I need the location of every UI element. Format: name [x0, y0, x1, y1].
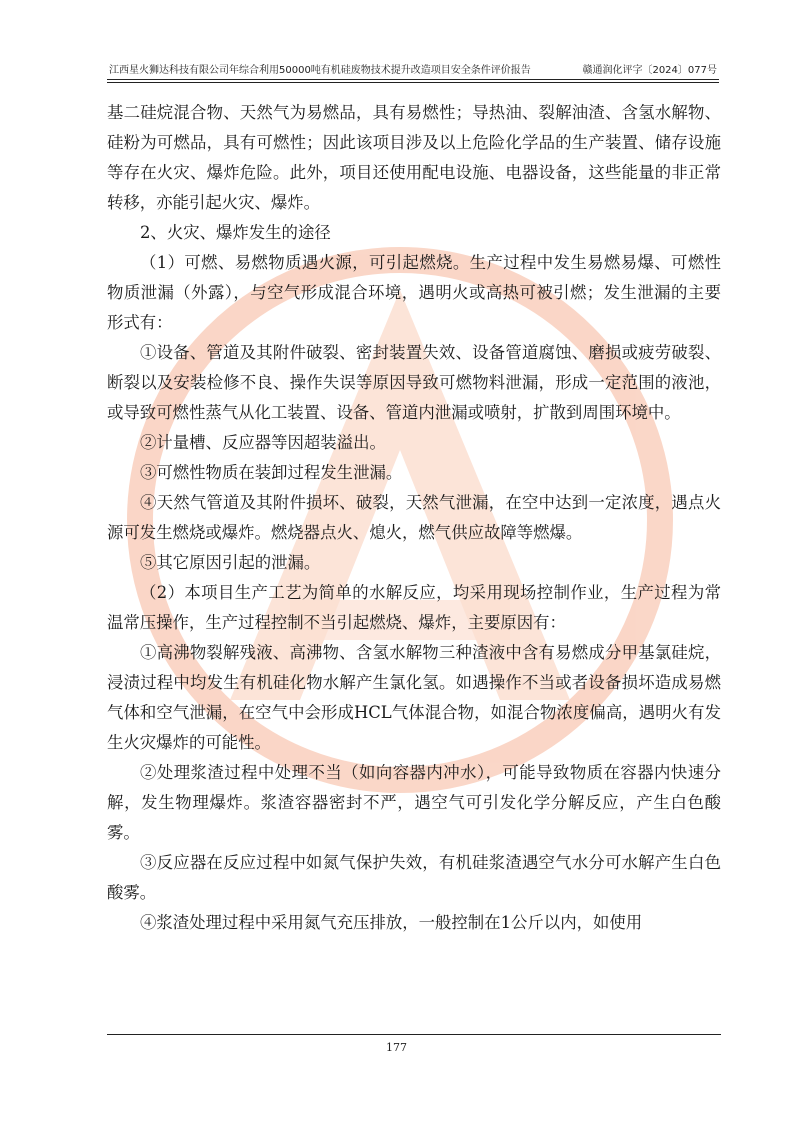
list-item: ②计量槽、反应器等因超装溢出。	[140, 433, 386, 452]
list-item: ③反应器在反应过程中如氮气保护失效，有机硅浆渣遇空气水分可水解产生白色酸雾。	[107, 853, 721, 902]
list-item: ③可燃性物质在装卸过程发生泄漏。	[140, 463, 403, 482]
page-body	[107, 98, 721, 938]
footer-rule	[107, 1034, 721, 1035]
list-item: ②处理浆渣过程中处理不当（如向容器内冲水），可能导致物质在容器内快速分解，发生物理爆炸。浆渣容器密封不严，遇空气可引发化学分解反应，产生白色酸雾。	[107, 763, 721, 842]
list-item: ⑤其它原因引起的泄漏。	[140, 553, 321, 572]
page-header	[107, 64, 719, 81]
paragraph: （1）可燃、易燃物质遇火源，可引起燃烧。生产过程中发生易燃易爆、可燃性物质泄漏（外露），与空气形成混合环境，遇明火或高热可被引燃；发生泄漏的主要形式有：	[107, 253, 721, 332]
page-number: 177	[386, 1041, 407, 1054]
list-item: ①高沸物裂解残液、高沸物、含氢水解物三种渣液中含有易燃成分甲基氯硅烷，浸渍过程中均发生有机硅化物水解产生氯化氢。如遇操作不当或者设备损坏造成易燃气体和空气泄漏，在空气中会形成HCL气体混合物，如混合物浓度偏高，遇明火有发生火灾爆炸的可能性。	[107, 643, 721, 752]
list-item: ④浆渣处理过程中采用氮气充压排放，一般控制在1公斤以内，如使用	[140, 913, 643, 932]
section-heading: 2、火灾、爆炸发生的途径	[140, 223, 331, 242]
paragraph: 基二硅烷混合物、天然气为易燃品，具有易燃性；导热油、裂解油渣、含氢水解物、硅粉为可燃品，具有可燃性；因此该项目涉及以上危险化学品的生产装置、储存设施等存在火灾、爆炸危险。此外，项目还使用配电设施、电器设备，这些能量的非正常转移，亦能引起火灾、爆炸。	[107, 103, 721, 212]
paragraph: （2）本项目生产工艺为简单的水解反应，均采用现场控制作业，生产过程为常温常压操作，生产过程控制不当引起燃烧、爆炸，主要原因有：	[107, 583, 721, 632]
list-item: ①设备、管道及其附件破裂、密封装置失效、设备管道腐蚀、磨损或疲劳破裂、断裂以及安装检修不良、操作失误等原因导致可燃物料泄漏，形成一定范围的液池，或导致可燃性蒸气从化工装置、设备、管道内泄漏或喷射，扩散到周围环境中。	[107, 343, 721, 422]
list-item: ④天然气管道及其附件损坏、破裂，天然气泄漏，在空中达到一定浓度，遇点火源可发生燃烧或爆炸。燃烧器点火、熄火，燃气供应故障等燃爆。	[107, 493, 721, 542]
header-rule	[107, 79, 719, 80]
document-number: 赣通润化评字〔2024〕077号	[582, 65, 717, 76]
header-rule-thin	[107, 82, 719, 83]
report-title: 江西星火狮达科技有限公司年综合利用50000吨有机硅废物技术提升改造项目安全条件评价报告	[109, 65, 531, 76]
